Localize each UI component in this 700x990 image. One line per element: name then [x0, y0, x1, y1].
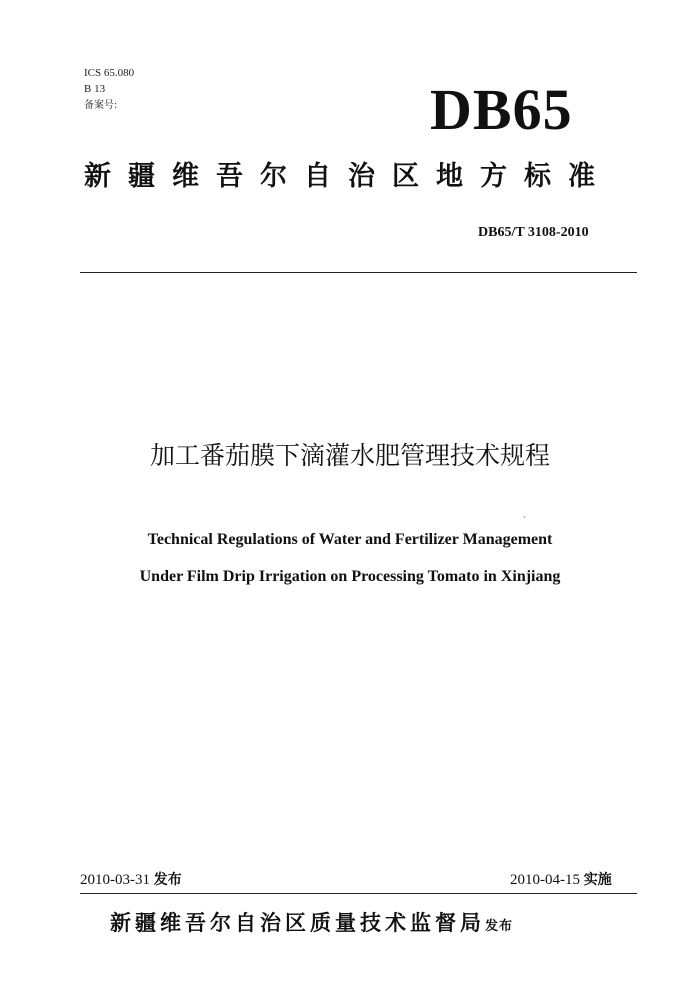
classification-code: B 13: [84, 83, 106, 95]
publisher-suffix: 发布: [485, 919, 514, 934]
ics-code: ICS 65.080: [84, 67, 135, 79]
publisher: [110, 908, 513, 942]
top-divider: [80, 272, 637, 273]
scan-mark: ˏ: [523, 509, 526, 519]
effective-label: 实施: [583, 872, 612, 888]
title-english-line2: Under Film Drip Irrigation on Processing Tomato in Xinjiang: [139, 568, 561, 585]
db-logo: DB65: [430, 77, 573, 142]
title-english-line1: Technical Regulations of Water and Fertilizer Management: [147, 531, 553, 548]
publisher-name: 新疆维吾尔自治区质量技术监督局: [110, 911, 485, 935]
issue-date-line: [80, 871, 182, 889]
effective-date: 2010-04-15: [510, 872, 580, 888]
title-chinese: 加工番茄膜下滴灌水肥管理技术规程: [149, 441, 550, 470]
standard-code: DB65/T 3108-2010: [478, 225, 589, 240]
issue-label: 发布: [153, 872, 182, 888]
record-number-label: 备案号:: [84, 100, 118, 111]
issue-date: 2010-03-31: [80, 872, 150, 888]
bottom-divider: [80, 893, 637, 894]
standard-kind: 新疆维吾尔自治区地方标准: [84, 161, 612, 192]
effective-date-line: [510, 871, 612, 889]
